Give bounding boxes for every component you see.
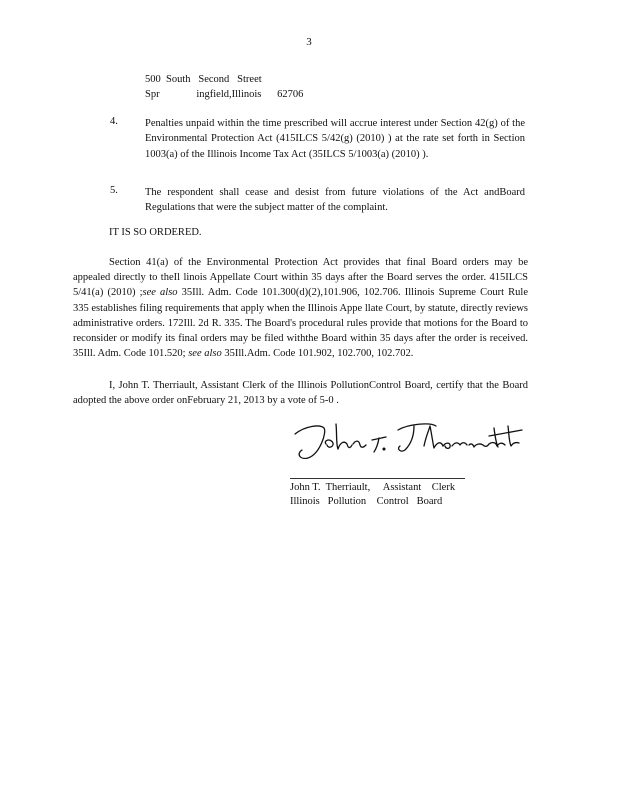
signer-name-title: John T. Therriault, Assistant Clerk — [290, 482, 456, 493]
it-is-so-ordered: IT IS SO ORDERED. — [109, 227, 202, 238]
signer-organization: Illinois Pollution Control Board — [290, 496, 443, 507]
signature-line — [290, 478, 465, 479]
see-also-2: see also — [188, 348, 222, 360]
item-text-4: Penalties unpaid within the time prescribed will accrue interest under Section 42(g) of the Environmental Protection Act (415ILCS 5/42(g) (2010) ) at the rate set forth in Section 1003(a) of the Illinois Income Tax Act (35ILCS 5/1003(a) (2010) ). — [145, 118, 525, 160]
see-also-1: see also — [142, 287, 178, 299]
signer-block — [290, 481, 455, 509]
page-number: 3 — [306, 36, 312, 48]
address-line-1: 500 South Second Street — [145, 74, 262, 85]
appeal-text-part-1: Section 41(a) of the Environmental Protection Act provides that final Board orders may be appealed directly to theIl linois Appellate Court within 35 days after the Board serves the order. 415ILCS 5/41(a) (2010) ; — [73, 257, 528, 299]
appeal-text-part-2: 35Ill. Adm. Code 101.300(d)(2),101.906, 102.706. Illinois Supreme Court Rule 335 establishes filing requirements that apply when the Illinois Appe llate Court, by statute, directly reviews administrative orders. 172Ill. 2d R. 335. The Board's procedural rules provide that motions for the Board to reconsider or modify its final orders may be filed withthe Board within 35 days after the order is received. 35Ill. Adm. Code 101.520; — [73, 287, 528, 360]
item-number-5: 5. — [110, 185, 118, 196]
item-text-5: The respondent shall cease and desist from future violations of the Act andBoard Regulations that were the subject matter of the complaint. — [145, 187, 525, 214]
address-line-2: Spr ingfield,Illinois 62706 — [145, 89, 304, 100]
certification-paragraph: I, John T. Therriault, Assistant Clerk of the Illinois PollutionControl Board, certify that the Board adopted the above order onFebruary 21, 2013 by a vote of 5-0 . — [73, 380, 528, 407]
appeal-text-part-3: 35Ill.Adm. Code 101.902, 102.700, 102.702. — [221, 348, 414, 360]
appeal-paragraph — [73, 255, 528, 361]
item-number-4: 4. — [110, 116, 118, 127]
handwritten-signature — [290, 416, 530, 466]
